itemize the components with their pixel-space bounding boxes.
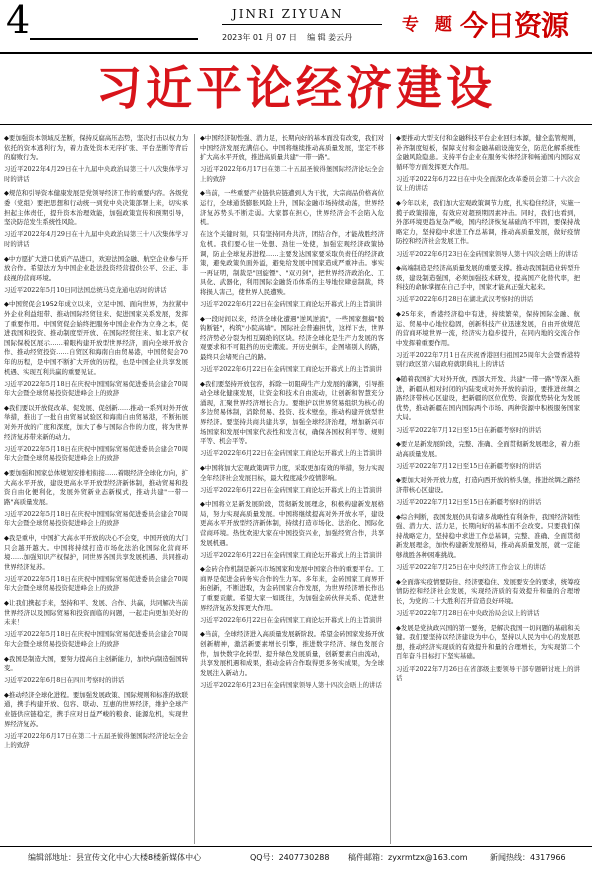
quote-source: 习近平2022年6月22日在金砖国家工商论坛开幕式上的主旨演讲 [200, 615, 382, 624]
footer-email: 稿件邮箱：zyxrmtzx@163.com [348, 853, 468, 862]
newspaper-logo: 今日资源 [460, 9, 569, 42]
quote-paragraph: ◆中国将加大宏观政策调节力度，采取更加有效的举措，努力实现全年经济社会发展目标，最大程度减少疫情影响。 [200, 463, 384, 482]
footer-hotline: 新闻热线：4317966 [490, 853, 566, 862]
quote-paragraph: ◆中国将立足新发展阶段，贯彻新发展理念，积极构建新发展格局，努力实现高质量发展。中国将继续提高对外开放水平，建设更高水平开放型经济新体制，持续打造市场化、法治化、国际化营商环境。热忱欢迎大家在中国投资兴业，加强经贸合作，共享发展机遇。 [200, 500, 384, 547]
quote-source: 习近平2022年5月18日在庆祝中国国际贸易促进委员会建会70周年大会暨全球贸易投资促进峰会上的致辞 [4, 444, 188, 463]
issue-date: 2023年 01 月 07 日 [222, 33, 297, 42]
quote-paragraph: ◆要立足新发展阶段，完整、准确、全面贯彻新发展理念，着力推动高质量发展。 [396, 440, 580, 458]
quote-paragraph: ◆推动经济全球化进程。要加强发展政策、国际规则和标准的软联通，携手构建开放、包容、联动、互惠的世界经济，维护全球产业链供应链稳定，携手应对日益严峻的粮食、能源危机，实现世界经济复苏。 [4, 690, 188, 728]
quote-paragraph: 在这个关键时刻，只有坚持同舟共济，团结合作，才能战胜经济危机。我们要心往一处想、劲往一处使，加强宏观经济政策协调，防止全球复苏进程……主要发达国家要采取负责任的经济政策，避免政策负面外溢，避免给发展中国家造成严重冲击。事实一再证明，制裁是"回旋镖"、"双刃剑"，把世界经济政治化、工具化、武器化，利用国际金融货币体系的主导地位肆意制裁，终将损人害己，使世界人民遭殃。 [200, 230, 384, 296]
quote-source: 习近平2022年5月18日在庆祝中国国际贸易促进委员会建会70周年大会暨全球贸易投资促进峰会上的致辞 [4, 630, 188, 648]
header-rule-left [30, 38, 198, 40]
quote-source: 习近平2022年6月8日在四川考察时的讲话 [4, 676, 125, 685]
quote-source: 习近平2022年6月28日在湖北武汉考察时的讲话 [396, 295, 534, 304]
quote-paragraph: ◆我们要坚持开放包容，拆除一切阻碍生产力发展的藩篱，引导推动全球化健康发展，让资金和技术自由流动，让创新和智慧充分涌现，汇聚世界经济增长合力。要维护以世界贸易组织为核心的多边贸易体制，消除贸易、投资、技术壁垒，推动构建开放型世界经济。要坚持共商共建共享，加强全球经济治理，增加新兴市场国家和发展中国家代表性和发言权，确保各国权利平等、规则平等、机会平等。 [200, 379, 384, 446]
quote-source: 习近平2022年5月18日在庆祝中国国际贸易促进委员会建会70周年大会暨全球贸易投资促进峰会上的致辞 [4, 379, 188, 398]
quote-paragraph: ◆当前，全球经济进入高质量发展新阶段。希望金砖国家发扬开放创新精神，激活新要素增长引擎，推进数字经济、绿色发展合作，加快数字化转型、提升绿色发展质量，创新要素自由流动，共享发展机遇和成果，推动金砖合作取得更多务实成果，为全球发展注入新动力。 [200, 630, 384, 677]
quote-source: 习近平2022年7月12日至15日在新疆考察时的讲话 [396, 498, 542, 507]
page-header [0, 0, 592, 54]
quote-source: 习近平2022年5月18日在庆祝中国国际贸易促进委员会建会70周年大会暨全球贸易投资促进峰会上的致辞 [4, 574, 188, 593]
quote-source: 习近平2022年6月22日在金砖国家工商论坛开幕式上的主旨演讲 [200, 550, 382, 559]
headline-rule [0, 124, 592, 125]
quote-source: 习近平2022年6月23日在金砖国家领导人第十四次会晤上的讲话 [200, 680, 382, 689]
quote-paragraph: ◆要加强资本领域反垄断，保持反腐高压态势，坚决打击以权力为依托的资本逃利行为，着力查处资本无序扩张、平台垄断等背后的腐败行为。 [4, 134, 188, 162]
column-2 [200, 134, 384, 844]
footer-rule [0, 846, 592, 847]
quote-paragraph: ◆今年以来，我们加大宏观政策调节力度，扎实稳住经济，实施一揽子政策措施，有效应对超预期因素冲击。同时，我们也看到，外部环境更趋复杂严峻，国内经济恢复基础尚不牢固，要保持战略定力，坚持稳中求进工作总基调，推动高质量发展，做好疫情防控和经济社会发展工作。 [396, 199, 580, 246]
footer-qq: QQ号：2407730288 [250, 853, 330, 862]
quote-source: 习近平2022年4月29日在十九届中央政治局第三十八次集体学习时的讲话 [4, 165, 188, 183]
quote-source: 习近平2022年7月12日至15日在新疆考察时的讲话 [396, 425, 542, 434]
quote-paragraph: ◆发展是党执政兴国的第一要务，是解决我国一切问题的基础和关键。我们要坚持以经济建设为中心，坚持以人民为中心的发展思想，推动经济实现质的有效提升和量的合理增长，为实现第二个百年奋斗目标打下坚实基础。 [396, 623, 580, 661]
footer-address: 编辑部地址：县宣传文化中心大楼8楼新媒体中心 [28, 853, 202, 862]
quote-paragraph: ◆我国是制造大国，要努力提高自主创新能力，加快向制造强国转变。 [4, 654, 188, 673]
quote-source: 习近平2022年5月18日在庆祝中国国际贸易促进委员会建会70周年大会暨全球贸易投资促进峰会上的致辞 [4, 509, 188, 528]
quote-source: 习近平2022年6月22日在金砖国家工商论坛开幕式上的主旨演讲 [200, 365, 382, 374]
column-divider [390, 134, 391, 844]
quote-source: 习近平2022年6月22日在金砖国家工商论坛开幕式上的主旨演讲 [200, 485, 382, 494]
quote-source: 习近平2022年6月22日在中央全面深化改革委员会第二十六次会议上的讲话 [396, 174, 580, 193]
dateline [222, 32, 352, 43]
quote-source: 习近平2022年7月28日在中央政治局会议上的讲话 [396, 609, 540, 618]
column-1 [4, 134, 188, 844]
quote-paragraph: ◆我们要以开放促改革、促发展、促创新……推动一系列对外开放举措，推出了一批自由贸易试验区和海南自由贸易港，不断拓展对外开放的广度和深度，加大了参与国际合作的力度，将为世界经济复苏带来新的动力。 [4, 403, 188, 441]
quote-paragraph: ◆全面落实疫情要防住、经济要稳住、发展要安全的要求，统筹疫情防控和经济社会发展，实现经济质的有效提升和量的合理增长，为党的二十大胜利召开营造良好环境。 [396, 577, 580, 605]
pinyin-masthead: JINRI ZIYUAN [232, 7, 344, 21]
column-3 [396, 134, 580, 844]
header-rule [0, 52, 592, 54]
quote-paragraph: ◆让我们携起手来，坚持和平、发展、合作、共赢，共同解决当前世界经济以及国际贸易和投资面临的问题，一起走向更加美好的未来！ [4, 599, 188, 627]
quote-paragraph: ◆中方愿扩大进口优质产品进口，欢迎法国金融、航空企业参与开放合作。希望法方为中国企业赴法投资经营提供公平、公正、非歧视的营商环境。 [4, 254, 188, 282]
quote-paragraph: ◆随着我国扩大对外开放，西部大开发、共建"一带一路"等深入推进，新疆从相对封闭的内陆变成对外开放的前沿，要推进丝绸之路经济带核心区建设，把新疆的区位优势、资源优势转化为发展优势，推动新疆在国内国际两个市场、两种资源中积极服务国家大局。 [396, 375, 580, 422]
masthead-rule [222, 24, 382, 25]
quote-source: 习近平2022年7月26日在省部级主要领导干部专题研讨班上的讲话 [396, 664, 580, 683]
quote-paragraph: ◆要推动大型支付和金融科技平台企业回归本源，健全监管规则，补齐制度短板，保障支付和金融基础设施安全，防范化解系统性金融风险隐患。支持平台企业在服务实体经济和畅通国内国际双循环等方面发挥更大作用。 [396, 134, 580, 171]
editor-credit: 编 辑 姜云丹 [307, 33, 353, 42]
quote-source: 习近平2022年5月10日同法国总统马克龙通电话时的讲话 [4, 285, 167, 294]
quote-source: 习近平2022年6月22日在金砖国家工商论坛开幕式上的主旨演讲 [200, 449, 382, 458]
quote-paragraph: ◆中国经济韧性强、潜力足，长期向好的基本面没有改变，我们对中国经济发展充满信心。中国将继续推动高质量发展，坚定不移扩大高水平开放，推进高质量共建"一带一路"。 [200, 134, 384, 162]
quote-source: 习近平2022年6月17日在第二十五届圣彼得堡国际经济论坛全会上的致辞 [200, 165, 384, 183]
quote-source: 习近平2022年7月1日在庆祝香港回归祖国25周年大会暨香港特别行政区第六届政府就职典礼上的讲话 [396, 350, 580, 369]
quote-source: 习近平2022年7月12日至15日在新疆考察时的讲话 [396, 461, 542, 470]
quote-paragraph: ◆要加大对外开放力度，打造向西开放的桥头堡，推进丝绸之路经济带核心区建设。 [396, 476, 580, 494]
quote-paragraph: ◆规范和引导资本健康发展是党领导经济工作的重要内容。各级党委（党组）要把思想和行动统一到党中央决策部署上来，切实承担起主体责任，提升资本治理效能，加强政策宣传和预期引导，坚决防范发生系统性风险。 [4, 189, 188, 227]
quote-paragraph: ◆我是重申，中国扩大高水平开放的决心不会变，中国开放的大门只会越开越大。中国将持续打造市场化法治化国际化营商环境……加强知识产权保护，同世界各国共享发展机遇、共同推动世界经济复苏。 [4, 533, 188, 571]
page-footer [0, 850, 592, 866]
quote-source: 习近平2022年6月23日在金砖国家领导人第十四次会晤上的讲话 [396, 249, 578, 258]
article-columns [4, 134, 588, 844]
quote-source: 习近平2022年6月17日在第二十五届圣彼得堡国际经济论坛全会上的致辞 [4, 731, 188, 750]
quote-paragraph: ◆中国贸促会1952年成立以来，立足中国、面向世界，为拉紧中外企业利益纽带、推动国际经贸往来、促进国家关系发展，发挥了重要作用。中国贸促会始终把服务中国企业作为立身之本，促进我国和投资、推动制度型开放、在国际经贸往来、如北京产权国际保税区展示……着眼构建开放型世界经济，面向全球开放合作、推动经贸投资……自贸区和海南自由贸易港，中国贸促会70年的历程，是中国不断扩大开放的历程，也是中国企业共享发展机遇、实现互利共赢的重要见证。 [4, 300, 188, 376]
quote-paragraph: ◆一段时间以来，经济全球化遭遇"逆风逆流"，一些国家想搞"脱钩断链"，构筑"小院高墙"。国际社会普遍担忧，这样下去，世界经济势必分裂为相互隔绝的区块。经济全球化是生产力发展的客观要求和不可阻挡的历史潮流。开历史倒车，企图堵别人的路，最终只会堵死自己的路。 [200, 314, 384, 361]
quote-paragraph: ◆当前，一些重要产业链供应链遭到人为干扰，大宗商品价格高位运行，全球通货膨胀风险上升，国际金融市场持续动荡，世界经济复苏势头不断走弱。大家都在担心，世界经济会不会陷入危机。 [200, 189, 384, 227]
quote-paragraph: ◆金砖合作机制是新兴市场国家和发展中国家合作的重要平台。工商界是促进金砖务实合作的生力军。多年来，金砖国家工商界开拓创新，不断进取，为金砖国家合作发展，为世界经济增长作出了重要贡献。希望大家一如既往，为加强金砖伙伴关系、促进世界经济复苏发挥更大作用。 [200, 565, 384, 612]
quote-source: 习近平2022年6月22日在金砖国家工商论坛开幕式上的主旨演讲 [200, 300, 382, 308]
quote-source: 习近平2022年7月25日在中央经济工作会议上的讲话 [396, 563, 546, 572]
column-divider [194, 134, 195, 844]
main-headline: 习近平论经济建设 [96, 61, 496, 115]
quote-paragraph: ◆要加强和国家总体规划安排相衔接……着眼经济全球化方向，扩大高水平开放，建设更高水平开放型经济新体制，推动贸易和投资自由化便利化，发展外贸新业态新模式，推动共建"一带一路"高质量发展。 [4, 468, 188, 506]
section-topic: 专 题 [402, 15, 457, 35]
page-number: 4 [6, 0, 31, 42]
quote-paragraph: ◆高端制造是经济高质量发展的重要支撑。推动我国制造业转型升级，建设制造强国，必须加强技术研发，提高国产化替代率，把科技的命脉掌握在自己手中，国家才能真正强大起来。 [396, 264, 580, 292]
quote-paragraph: ◆25年来，香港经济稳中有进，持续繁荣，保持国际金融、航运、贸易中心地位稳固，创新科技产业迅速发展，自由开放规范的营商环境世界一流，经济实力稳步提升，在同内地的交流合作中发挥着重要作用。 [396, 310, 580, 347]
quote-source: 习近平2022年4月29日在十九届中央政治局第三十八次集体学习时的讲话 [4, 230, 188, 248]
quote-paragraph: ◆综合判断，我国发展仍具有诸多战略性有利条件，我国经济韧性强、潜力大、活力足，长期向好的基本面不会改变。只要我们保持战略定力，坚持稳中求进工作总基调，完整、准确、全面贯彻新发展理念，加快构建新发展格局，推动高质量发展，就一定能够战胜各种困难挑战。 [396, 512, 580, 560]
